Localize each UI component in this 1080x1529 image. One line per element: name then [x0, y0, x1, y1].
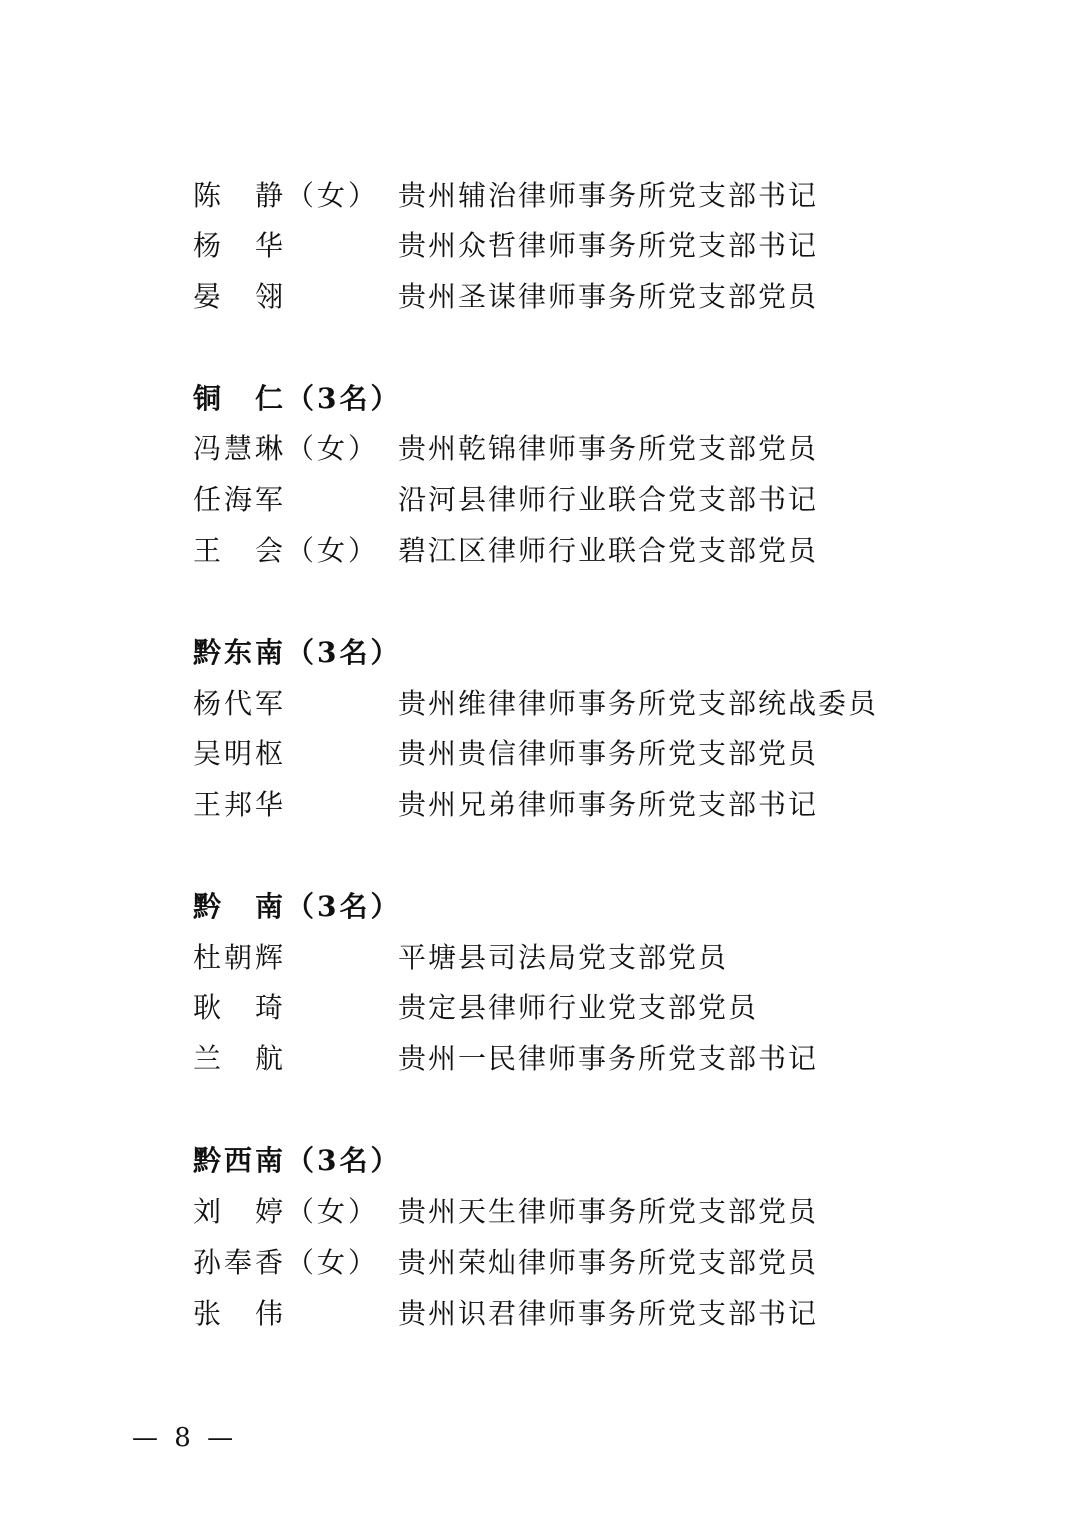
- member-organization: 贵州圣谋律师事务所党支部党员: [398, 280, 819, 313]
- member-organization: 贵州识君律师事务所党支部书记: [398, 1297, 819, 1330]
- section-heading-qianxinan: 黔西南（3名）: [193, 1144, 402, 1177]
- member-organization: 贵州众哲律师事务所党支部书记: [398, 229, 819, 262]
- list-item: [193, 1243, 973, 1283]
- list-item: [193, 1039, 973, 1079]
- member-name: 杜朝辉: [193, 941, 287, 974]
- list-item: [193, 531, 973, 571]
- member-organization: 贵州维律律师事务所党支部统战委员: [398, 687, 879, 720]
- member-name: 陈 静（女）: [193, 179, 380, 212]
- member-name: 刘 婷（女）: [193, 1195, 380, 1228]
- list-item: [193, 684, 973, 724]
- member-name: 王邦华: [193, 788, 287, 821]
- member-name: 任海军: [193, 483, 287, 516]
- member-name: 晏 翎: [193, 280, 287, 313]
- list-item: [193, 1294, 973, 1334]
- list-item: [193, 1192, 973, 1232]
- member-organization: 贵州天生律师事务所党支部党员: [398, 1195, 819, 1228]
- member-name: 杨代军: [193, 687, 287, 720]
- page-number: — 8 —: [132, 1423, 238, 1453]
- list-item: [193, 226, 973, 266]
- member-organization: 贵州兄弟律师事务所党支部书记: [398, 788, 819, 821]
- member-name: 王 会（女）: [193, 534, 380, 567]
- member-organization: 贵州荣灿律师事务所党支部党员: [398, 1246, 819, 1279]
- member-name: 张 伟: [193, 1297, 287, 1330]
- member-organization: 平塘县司法局党支部党员: [398, 941, 729, 974]
- list-item: [193, 277, 973, 317]
- member-organization: 贵州辅治律师事务所党支部书记: [398, 179, 819, 212]
- member-name: 耿 琦: [193, 991, 287, 1024]
- list-item: [193, 988, 973, 1028]
- member-organization: 贵州一民律师事务所党支部书记: [398, 1042, 819, 1075]
- member-name: 冯慧琳（女）: [193, 432, 380, 465]
- member-name: 吴明枢: [193, 737, 287, 770]
- member-name: 孙奉香（女）: [193, 1246, 380, 1279]
- section-heading-tongren: 铜 仁（3名）: [193, 382, 402, 415]
- member-organization: 碧江区律师行业联合党支部党员: [398, 534, 819, 567]
- list-item: [193, 785, 973, 825]
- list-item: [193, 480, 973, 520]
- member-organization: 贵州乾锦律师事务所党支部党员: [398, 432, 819, 465]
- section-heading-qiandongnan: 黔东南（3名）: [193, 636, 402, 669]
- list-item: [193, 734, 973, 774]
- list-item: [193, 429, 973, 469]
- member-organization: 贵州贵信律师事务所党支部党员: [398, 737, 819, 770]
- member-organization: 沿河县律师行业联合党支部书记: [398, 483, 819, 516]
- member-organization: 贵定县律师行业党支部党员: [398, 991, 759, 1024]
- list-item: [193, 176, 973, 216]
- list-item: [193, 938, 973, 978]
- section-heading-qiannan: 黔 南（3名）: [193, 890, 402, 923]
- member-name: 兰 航: [193, 1042, 287, 1075]
- member-name: 杨 华: [193, 229, 287, 262]
